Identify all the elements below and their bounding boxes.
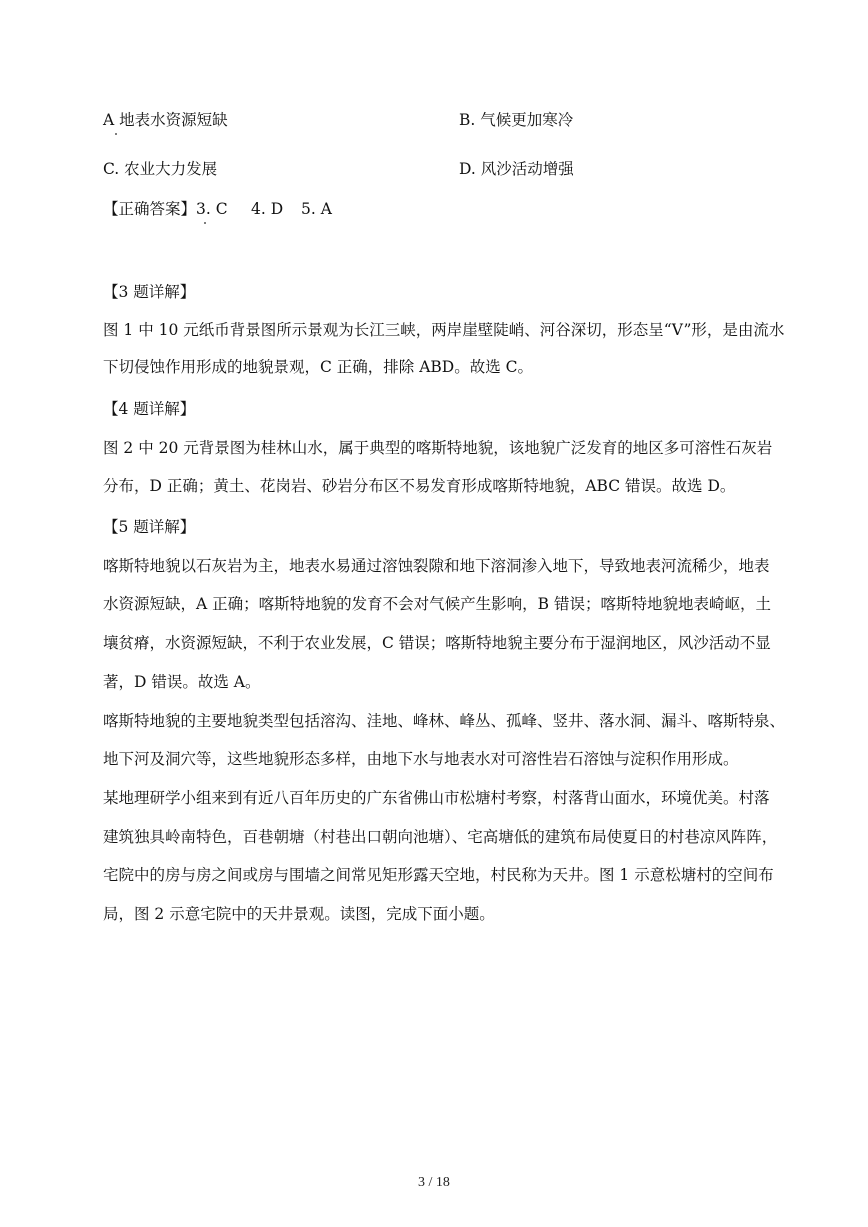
q4-heading: 【4 题详解】 bbox=[103, 400, 196, 418]
q5-line: 水资源短缺，A 正确；喀斯特地貌的发育不会对气候产生影响，B 错误；喀斯特地貌地表崎岖，土 bbox=[103, 595, 771, 613]
q5-line: 地下河及洞穴等，这些地貌形态多样，由地下水与地表水对可溶性岩石溶蚀与淀积作用形成。 bbox=[103, 750, 739, 768]
scan-dot-mark bbox=[115, 133, 117, 135]
answer-label: 【正确答案】3. C bbox=[103, 200, 228, 218]
page-number: 3 / 18 bbox=[418, 1175, 450, 1190]
option-b: B. 气候更加寒冷 bbox=[459, 111, 574, 129]
q3-line: 下切侵蚀作用形成的地貌景观，C 正确，排除 ABD。故选 C。 bbox=[103, 358, 534, 376]
passage-line: 某地理研学小组来到有近八百年历史的广东省佛山市松塘村考察，村落背山面水，环境优美。村落 bbox=[103, 789, 770, 807]
q4-line: 图 2 中 20 元背景图为桂林山水，属于典型的喀斯特地貌，该地貌广泛发育的地区多可溶性石灰岩 bbox=[103, 439, 773, 457]
answer-q4: 4. D bbox=[251, 200, 284, 218]
passage-line: 建筑独具岭南特色，百巷朝塘（村巷出口朝向池塘）、宅高塘低的建筑布局使夏日的村巷凉风阵阵， bbox=[103, 828, 778, 846]
correct-answers bbox=[103, 199, 332, 219]
scan-dot-mark bbox=[204, 222, 206, 224]
q5-heading: 【5 题详解】 bbox=[103, 518, 196, 536]
q5-line: 喀斯特地貌以石灰岩为主，地表水易通过溶蚀裂隙和地下溶洞渗入地下，导致地表河流稀少，地表 bbox=[103, 557, 770, 575]
answer-q5: 5. A bbox=[301, 200, 332, 218]
option-c: C. 农业大力发展 bbox=[103, 160, 218, 178]
q3-line: 图 1 中 10 元纸币背景图所示景观为长江三峡，两岸崖壁陡峭、河谷深切，形态呈“V”形，是由流水 bbox=[103, 321, 785, 339]
passage-line: 局，图 2 示意宅院中的天井景观。读图，完成下面小题。 bbox=[103, 905, 495, 923]
q4-line: 分布，D 正确；黄土、花岗岩、砂岩分布区不易发育形成喀斯特地貌，ABC 错误。故选 D。 bbox=[103, 477, 736, 495]
q3-heading: 【3 题详解】 bbox=[103, 283, 196, 301]
passage-line: 宅院中的房与房之间或房与围墙之间常见矩形露天空地，村民称为天井。图 1 示意松塘村的空间布 bbox=[103, 866, 774, 884]
option-d: D. 风沙活动增强 bbox=[459, 160, 574, 178]
q5-line: 著，D 错误。故选 A。 bbox=[103, 673, 261, 691]
q5-line: 喀斯特地貌的主要地貌类型包括溶沟、洼地、峰林、峰丛、孤峰、竖井、落水洞、漏斗、喀斯特泉、 bbox=[103, 712, 786, 730]
q5-line: 壤贫瘠，水资源短缺，不利于农业发展，C 错误；喀斯特地貌主要分布于湿润地区，风沙活动不显 bbox=[103, 634, 771, 652]
option-a: A 地表水资源短缺 bbox=[103, 111, 228, 129]
